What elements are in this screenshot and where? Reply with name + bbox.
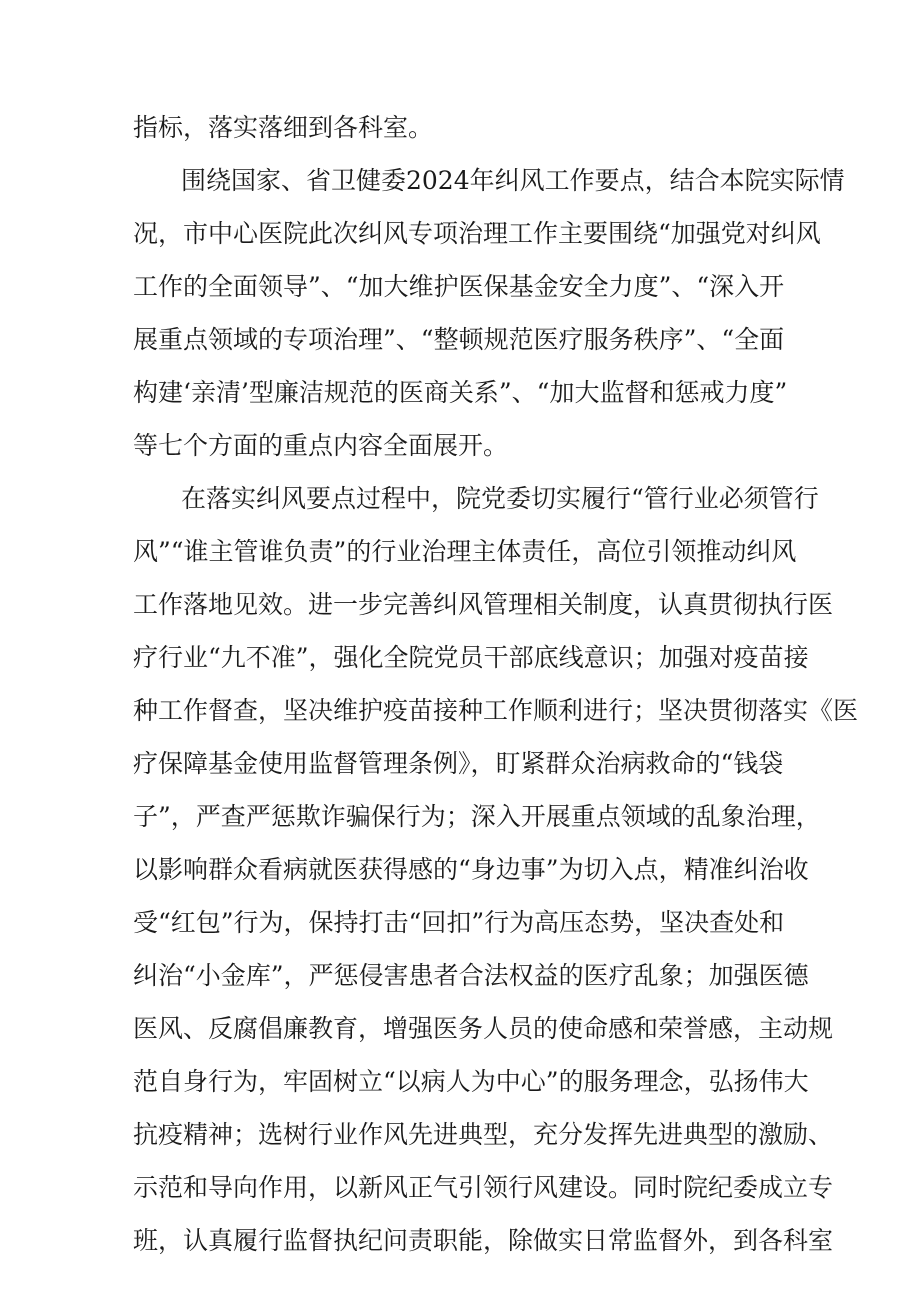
text-line: 子”，严查严惩欺诈骗保行为；深入开展重点领域的乱象治理， — [133, 802, 821, 831]
text-line: 范自身行为，牢固树立“以病人为中心”的服务理念，弘扬伟大 — [133, 1067, 809, 1096]
text-line: 工作的全面领导”、“加大维护医保基金安全力度”、“深入开 — [133, 272, 785, 301]
text-line: 展重点领域的专项治理”、“整顿规范医疗服务秩序”、“全面 — [133, 325, 785, 354]
text-line: 种工作督查，坚决维护疫苗接种工作顺利进行；坚决贯彻落实《医 — [133, 696, 859, 725]
text-line: 以影响群众看病就医获得感的“身边事”为切入点，精准纠治收 — [133, 855, 809, 884]
text-line: 疗保障基金使用监督管理条例》，盯紧群众治病救命的“钱袋 — [133, 749, 784, 778]
text-line: 疗行业“九不准”，强化全院党员干部底线意识；加强对疫苗接 — [133, 643, 809, 672]
text-line: 示范和导向作用，以新风正气引领行风建设。同时院纪委成立专 — [133, 1173, 834, 1202]
text-line: 等七个方面的重点内容全面展开。 — [133, 431, 509, 460]
text-line: 工作落地见效。进一步完善纠风管理相关制度，认真贯彻执行医 — [133, 590, 834, 619]
text-line: 指标，落实落细到各科室。 — [133, 113, 434, 142]
text-line: 构建‘亲清’型廉洁规范的医商关系”、“加大监督和惩戒力度” — [133, 378, 788, 407]
text-line: 班，认真履行监督执纪问责职能，除做实日常监督外，到各科室 — [133, 1226, 834, 1255]
text-line: 围绕国家、省卫健委2024年纠风工作要点，结合本院实际情 — [181, 166, 845, 195]
text-line: 况，市中心医院此次纠风专项治理工作主要围绕“加强党对纠风 — [133, 219, 821, 248]
text-line: 纠治“小金库”，严惩侵害患者合法权益的医疗乱象；加强医德 — [133, 961, 809, 990]
text-line: 风”“谁主管谁负责”的行业治理主体责任，高位引领推动纠风 — [133, 537, 797, 566]
text-line: 医风、反腐倡廉教育，增强医务人员的使命感和荣誉感，主动规 — [133, 1014, 834, 1043]
text-line: 在落实纠风要点过程中，院党委切实履行“管行业必须管行 — [181, 484, 819, 513]
text-line: 受“红包”行为，保持打击“回扣”行为高压态势，坚决查处和 — [133, 908, 785, 937]
text-line: 抗疫精神；选树行业作风先进典型，充分发挥先进典型的激励、 — [133, 1120, 834, 1149]
